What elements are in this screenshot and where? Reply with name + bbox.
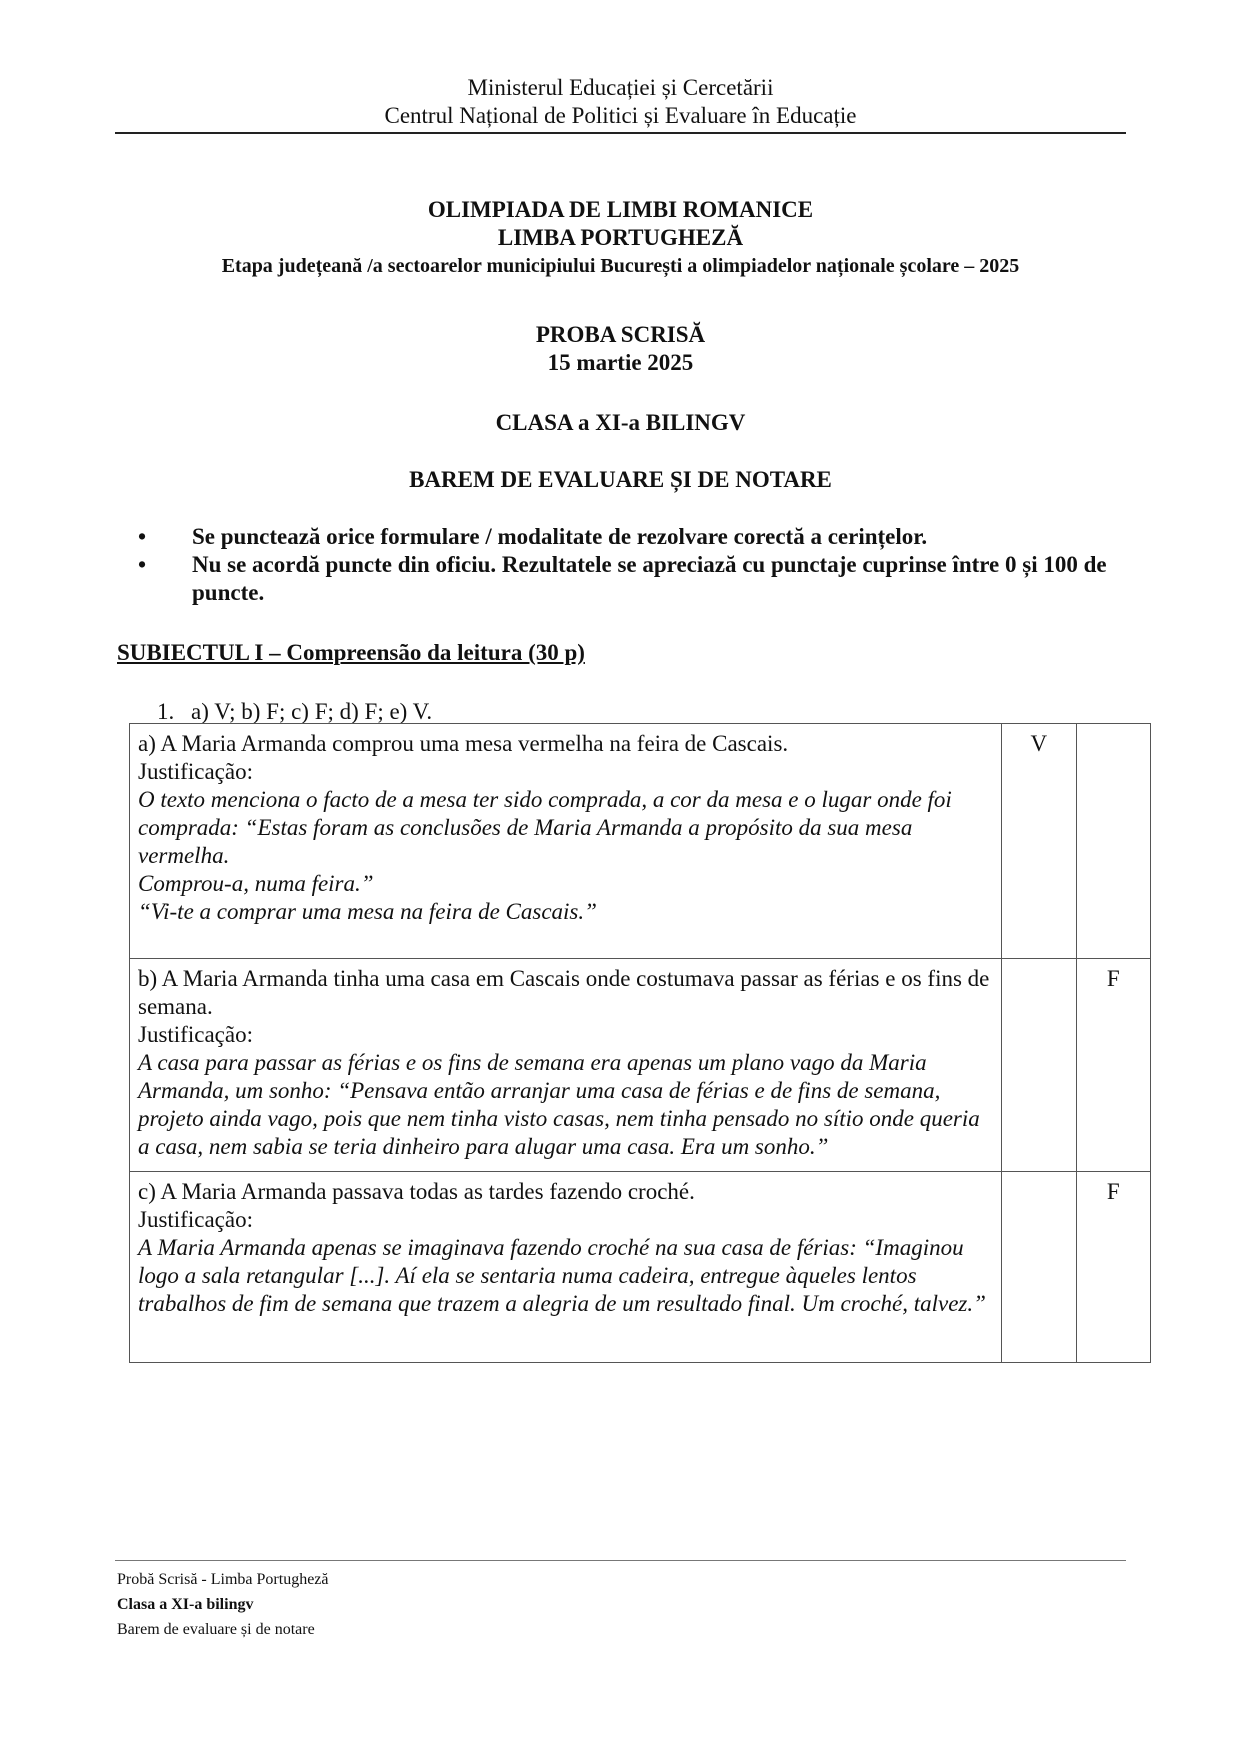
exam-date: 15 martie 2025 [547, 350, 694, 375]
bullet-icon: • [138, 552, 147, 577]
language-title: LIMBA PORTUGHEZĂ [497, 225, 744, 250]
center-name: Centrul Național de Politici și Evaluare în Educație [384, 103, 857, 128]
statement-cell [130, 1172, 1002, 1363]
instructions-list [138, 523, 1128, 607]
answer-key [157, 698, 432, 726]
justification-text: A casa para passar as férias e os fins de semana era apenas um plano vago da Maria Armanda, um sonho: “Pensava então arranjar uma casa de férias e de fins de semana, projeto ainda vago, pois que nem tinha visto casas, nem tinha pensado no sítio onde queria a casa, nem sabia se teria dinheiro para alugar uma casa. Era um sonho.” [138, 1050, 980, 1159]
olympiad-title: OLIMPIADA DE LIMBI ROMANICE [427, 197, 814, 222]
justification-label: Justificação: [138, 1207, 253, 1232]
barem-title: BAREM DE EVALUARE ȘI DE NOTARE [409, 467, 832, 492]
true-cell: V [1002, 724, 1076, 959]
question-number: 1. [157, 699, 175, 724]
statement-text: b) A Maria Armanda tinha uma casa em Cascais onde costumava passar as férias e os fins de semana. [138, 966, 990, 1019]
instruction-item [138, 523, 1128, 551]
justification-quote: “Vi-te a comprar uma mesa na feira de Cascais.” [138, 899, 597, 924]
statement-cell [130, 959, 1002, 1172]
footer-exam: Probă Scrisă - Limba Portugheză [117, 1571, 329, 1588]
statement-text: c) A Maria Armanda passava todas as tardes fazendo croché. [138, 1179, 695, 1204]
statement-text: a) A Maria Armanda comprou uma mesa vermelha na feira de Cascais. [138, 731, 789, 756]
bullet-icon: • [138, 524, 147, 549]
false-cell: F [1076, 1172, 1150, 1363]
justification-quote: Comprou-a, numa feira.” [138, 871, 374, 896]
answer-summary: a) V; b) F; c) F; d) F; e) V. [191, 699, 433, 724]
footer-barem: Barem de evaluare și de notare [117, 1621, 315, 1638]
table-row [130, 959, 1151, 1172]
true-cell [1002, 1172, 1076, 1363]
header-divider [115, 132, 1126, 134]
instruction-text: Se punctează orice formulare / modalitate de rezolvare corectă a cerințelor. [192, 524, 928, 549]
statement-cell [130, 724, 1002, 959]
table-row [130, 724, 1151, 959]
true-cell [1002, 959, 1076, 1172]
title-block [0, 196, 1241, 252]
false-cell [1076, 724, 1150, 959]
exam-type: PROBA SCRISĂ [535, 322, 706, 347]
stage-title: Etapa județeană /a sectoarelor municipiului București a olimpiadelor naționale școlare – 2025 [221, 255, 1020, 277]
ministry-name: Ministerul Educației și Cercetării [467, 75, 774, 100]
document-header [0, 74, 1241, 130]
justification-label: Justificação: [138, 1022, 253, 1047]
table-row [130, 1172, 1151, 1363]
document-footer [117, 1567, 329, 1642]
instruction-item [138, 551, 1128, 607]
footer-class: Clasa a XI-a bilingv [117, 1596, 254, 1613]
justification-label: Justificação: [138, 759, 253, 784]
justification-text: O texto menciona o facto de a mesa ter sido comprada, a cor da mesa e o lugar onde foi comprada: “Estas foram as conclusões de Maria Armanda a propósito da sua mesa vermelha. [138, 787, 952, 868]
justification-text: A Maria Armanda apenas se imaginava fazendo croché na sua casa de férias: “Imaginou logo a sala retangular [...]. Aí ela se sentaria numa cadeira, entregue àqueles lentos trabalhos de fim de semana que trazem a alegria de um resultado final. Um croché, talvez.” [138, 1235, 986, 1316]
false-cell: F [1076, 959, 1150, 1172]
section-heading: SUBIECTUL I – Compreensão da leitura (30 p) [117, 640, 585, 665]
exam-block [0, 321, 1241, 377]
instruction-text: Nu se acordă puncte din oficiu. Rezultatele se apreciază cu punctaje cuprinse între 0 și 100 de puncte. [192, 552, 1107, 605]
true-false-table [129, 723, 1151, 1363]
class-title: CLASA a XI-a BILINGV [495, 410, 746, 435]
footer-divider [115, 1560, 1126, 1561]
